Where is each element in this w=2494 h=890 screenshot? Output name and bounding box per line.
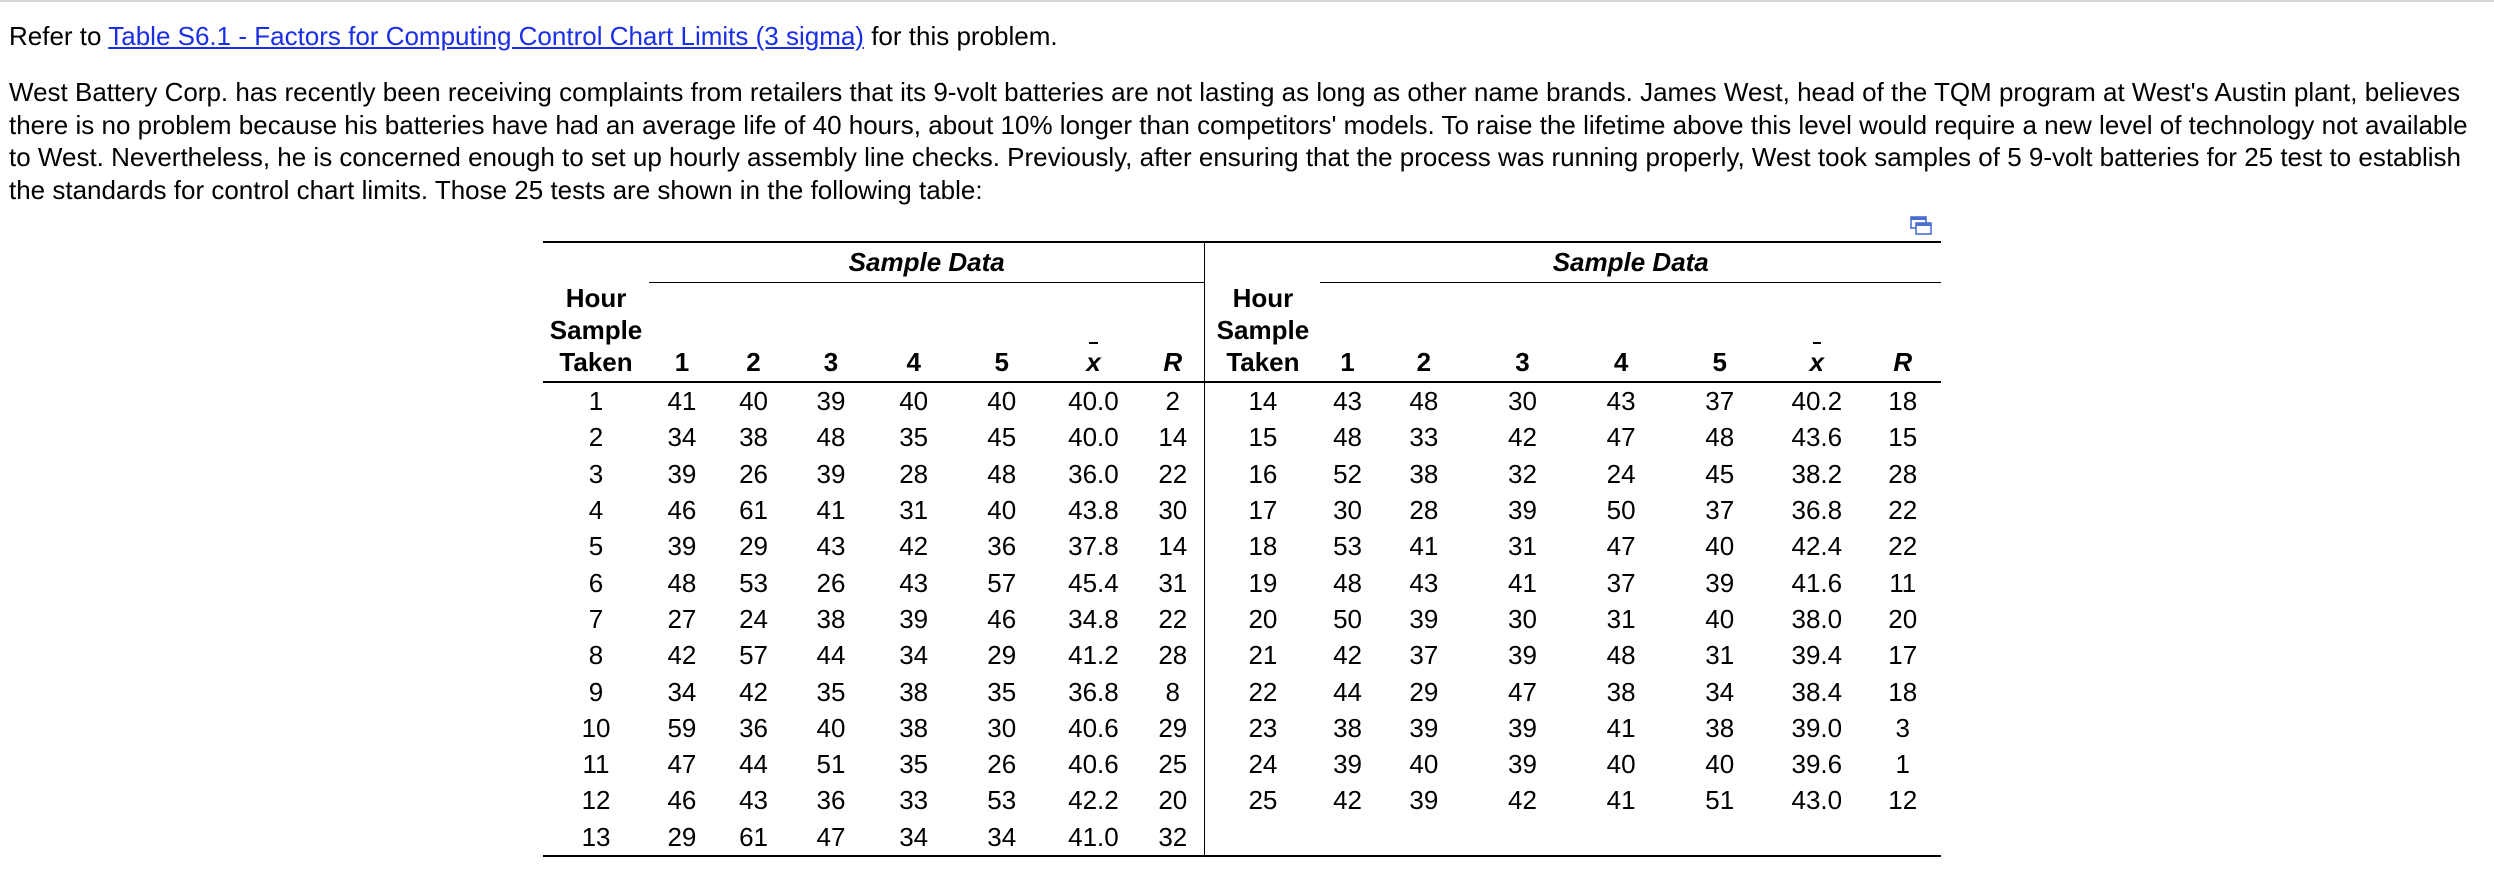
value-cell: 48: [1333, 422, 1362, 453]
col-header-5: 5: [958, 282, 1046, 382]
intro-prefix: Refer to: [9, 21, 109, 51]
value-cell: 41.6: [1791, 567, 1843, 598]
paragraph-line: to West. Nevertheless, he is concerned enough to set up hourly assembly line checks. Previously, after ensuring that the process was running properly, West took samples of 5 9-volt batteries for 25 test to establish: [9, 142, 2461, 172]
value-cell: 37: [1705, 386, 1735, 417]
value-cell: 39: [1508, 749, 1537, 780]
hour-cell: 10: [581, 712, 611, 743]
value-cell: 53: [1333, 531, 1362, 562]
col-header-2: 2: [715, 282, 792, 382]
hour-cell: 3: [588, 458, 604, 489]
value-cell: 40.6: [1068, 712, 1119, 743]
value-cell: 45.4: [1068, 567, 1119, 598]
value-cell: 40.2: [1791, 386, 1843, 417]
col-header-xbar: x: [1046, 282, 1141, 382]
value-cell: 39.4: [1791, 640, 1843, 671]
hour-cell: 6: [588, 567, 604, 598]
value-cell: 39: [816, 458, 846, 489]
value-cell: 18: [1888, 386, 1918, 417]
value-cell: 36.8: [1068, 676, 1119, 707]
table-s6-1-link[interactable]: Table S6.1 - Factors for Computing Control Chart Limits (3 sigma): [108, 21, 864, 51]
value-cell: 40.0: [1068, 422, 1119, 453]
value-cell: 42.2: [1068, 785, 1119, 816]
value-cell: 34: [870, 819, 958, 856]
value-cell: 43: [1606, 386, 1636, 417]
value-cell: 43.0: [1791, 785, 1843, 816]
value-cell: [1473, 819, 1572, 856]
col-header-r: R: [1865, 282, 1941, 382]
col-header-xbar: x: [1769, 282, 1864, 382]
value-cell: 43.8: [1068, 495, 1119, 526]
group-header-spacer: [1205, 242, 1321, 282]
problem-paragraph: [9, 76, 2483, 206]
value-cell: [1572, 819, 1671, 856]
value-cell: 22: [1141, 601, 1205, 637]
hour-cell: 15: [1248, 422, 1278, 453]
value-cell: 2: [1141, 382, 1205, 419]
value-cell: 26: [816, 567, 846, 598]
value-cell: 39.0: [1791, 712, 1843, 743]
hour-cell: 2: [588, 422, 604, 453]
value-cell: 12: [1888, 785, 1918, 816]
value-cell: 30: [1508, 603, 1537, 634]
value-cell: 37.8: [1068, 531, 1119, 562]
value-cell: 39: [1508, 640, 1537, 671]
value-cell: 22: [1888, 531, 1918, 562]
value-cell: [1670, 819, 1769, 856]
value-cell: 27: [667, 603, 697, 634]
value-cell: [1865, 819, 1941, 856]
value-cell: 42: [739, 676, 768, 707]
value-cell: 47: [667, 749, 697, 780]
value-cell: 38: [1705, 712, 1735, 743]
intro-suffix: for this problem.: [863, 21, 1058, 51]
value-cell: 39: [1333, 749, 1362, 780]
value-cell: 43: [1409, 567, 1439, 598]
value-cell: 40: [739, 386, 768, 417]
value-cell: 47: [792, 819, 869, 856]
value-cell: 43: [739, 785, 768, 816]
value-cell: 40: [816, 712, 846, 743]
value-cell: 41: [667, 386, 697, 417]
value-cell: 20: [1141, 782, 1205, 818]
value-cell: 48: [1606, 640, 1636, 671]
table-row: [543, 637, 1941, 673]
value-cell: 36.8: [1791, 495, 1843, 526]
value-cell: 30: [1141, 492, 1205, 528]
intro-line: [9, 18, 1058, 54]
value-cell: 46: [667, 785, 697, 816]
col-header-4: 4: [1572, 282, 1671, 382]
value-cell: 31: [899, 495, 929, 526]
value-cell: 15: [1888, 422, 1918, 453]
hour-cell: 20: [1248, 603, 1278, 634]
value-cell: [1320, 819, 1374, 856]
value-cell: [1769, 819, 1864, 856]
hour-cell: [1205, 819, 1321, 856]
table-row: [543, 492, 1941, 528]
col-header-4: 4: [870, 282, 958, 382]
table-row: [543, 528, 1941, 564]
hour-cell: 19: [1248, 567, 1278, 598]
value-cell: 39: [1409, 603, 1439, 634]
col-header-5: 5: [1670, 282, 1769, 382]
value-cell: 40: [987, 386, 1017, 417]
value-cell: 36: [987, 531, 1017, 562]
value-cell: 42.4: [1791, 531, 1843, 562]
value-cell: 29: [739, 531, 768, 562]
value-cell: 53: [739, 567, 768, 598]
value-cell: 61: [715, 819, 792, 856]
value-cell: 45: [1705, 458, 1735, 489]
value-cell: 34: [1705, 676, 1735, 707]
hour-cell: 8: [588, 640, 604, 671]
value-cell: 30: [987, 712, 1017, 743]
value-cell: 28: [899, 458, 929, 489]
value-cell: 35: [816, 676, 846, 707]
table-row: [543, 419, 1941, 455]
hour-cell: 11: [582, 749, 610, 780]
table-row: [543, 710, 1941, 746]
value-cell: 35: [987, 676, 1017, 707]
value-cell: 40: [1606, 749, 1636, 780]
value-cell: 3: [1895, 712, 1910, 743]
value-cell: 47: [1508, 676, 1537, 707]
value-cell: 17: [1888, 640, 1918, 671]
value-cell: 28: [1888, 458, 1918, 489]
value-cell: 33: [899, 785, 929, 816]
value-cell: 31: [1141, 564, 1205, 600]
value-cell: 39: [816, 386, 846, 417]
sample-data-table-wrapper: [543, 241, 1941, 857]
value-cell: 11: [1889, 567, 1917, 598]
value-cell: 43.6: [1791, 422, 1843, 453]
expand-table-icon[interactable]: [1910, 216, 1932, 236]
hour-cell: 16: [1248, 458, 1278, 489]
value-cell: 50: [1606, 495, 1636, 526]
value-cell: 37: [1409, 640, 1439, 671]
value-cell: 38: [899, 676, 929, 707]
value-cell: 36: [739, 712, 768, 743]
value-cell: 29: [987, 640, 1017, 671]
value-cell: 37: [1705, 495, 1735, 526]
col-header-1: 1: [649, 282, 715, 382]
value-cell: 51: [1705, 785, 1735, 816]
value-cell: 42: [899, 531, 929, 562]
value-cell: 31: [1705, 640, 1735, 671]
value-cell: 47: [1606, 531, 1636, 562]
value-cell: 39: [1409, 785, 1439, 816]
value-cell: 26: [987, 749, 1017, 780]
value-cell: 48: [1705, 422, 1735, 453]
value-cell: 46: [667, 495, 697, 526]
value-cell: 24: [739, 603, 768, 634]
value-cell: 1: [1895, 749, 1910, 780]
table-row: [543, 673, 1941, 709]
value-cell: 40: [1705, 749, 1735, 780]
hour-cell: 24: [1248, 749, 1278, 780]
value-cell: 34: [958, 819, 1046, 856]
value-cell: 22: [1888, 495, 1918, 526]
value-cell: 39: [667, 458, 697, 489]
value-cell: 57: [987, 567, 1017, 598]
value-cell: 26: [739, 458, 768, 489]
value-cell: 40: [1705, 603, 1735, 634]
value-cell: 39: [1705, 567, 1735, 598]
value-cell: 38: [816, 603, 846, 634]
value-cell: 40: [1705, 531, 1735, 562]
value-cell: 43: [1333, 386, 1362, 417]
table-row: [543, 601, 1941, 637]
value-cell: 42: [1333, 640, 1362, 671]
value-cell: 43: [816, 531, 846, 562]
value-cell: 29: [1409, 676, 1439, 707]
value-cell: 18: [1888, 676, 1918, 707]
value-cell: 41.2: [1068, 640, 1119, 671]
value-cell: 53: [987, 785, 1017, 816]
hour-cell: 14: [1248, 386, 1278, 417]
value-cell: 34.8: [1068, 603, 1119, 634]
value-cell: 32: [1141, 819, 1205, 856]
value-cell: 37: [1606, 567, 1636, 598]
table-body: [543, 382, 1941, 856]
value-cell: 28: [1141, 637, 1205, 673]
hour-cell: 7: [588, 603, 604, 634]
hour-cell: 9: [588, 676, 604, 707]
paragraph-line: the standards for control chart limits. Those 25 tests are shown in the following table:: [9, 174, 983, 205]
value-cell: 29: [1141, 710, 1205, 746]
value-cell: 14: [1141, 528, 1205, 564]
value-cell: 45: [987, 422, 1017, 453]
top-divider: [0, 0, 2494, 2]
paragraph-line: West Battery Corp. has recently been receiving complaints from retailers that its 9-volt batteries are not lasting as long as other name brands. James West, head of the TQM program at West's Austin plant, believes: [9, 77, 2461, 107]
value-cell: 40: [899, 386, 929, 417]
value-cell: 38.4: [1791, 676, 1843, 707]
value-cell: 38: [899, 712, 929, 743]
table-row: [543, 746, 1941, 782]
value-cell: 41: [1409, 531, 1439, 562]
value-cell: 39: [667, 531, 697, 562]
value-cell: 39: [1508, 712, 1537, 743]
value-cell: 28: [1409, 495, 1439, 526]
col-header-2: 2: [1375, 282, 1474, 382]
value-cell: 14: [1141, 419, 1205, 455]
value-cell: 41: [1606, 785, 1636, 816]
value-cell: 30: [1508, 386, 1537, 417]
value-cell: 8: [1141, 673, 1205, 709]
value-cell: 31: [1508, 531, 1537, 562]
value-cell: 24: [1606, 458, 1636, 489]
hour-cell: 23: [1248, 712, 1278, 743]
paragraph-line: there is no problem because his batteries have had an average life of 40 hours, about 10% longer than competitors' models. To raise the lifetime above this level would require a new level of technology not available: [9, 109, 2468, 140]
value-cell: 38.0: [1791, 603, 1843, 634]
value-cell: 61: [739, 495, 768, 526]
value-cell: 33: [1409, 422, 1439, 453]
value-cell: 52: [1333, 458, 1362, 489]
value-cell: 20: [1888, 603, 1918, 634]
hour-cell: 18: [1248, 531, 1278, 562]
value-cell: 59: [667, 712, 697, 743]
value-cell: 39: [899, 603, 929, 634]
hour-cell: 13: [543, 819, 649, 856]
value-cell: 34: [899, 640, 929, 671]
value-cell: 36: [816, 785, 846, 816]
value-cell: 44: [1333, 676, 1362, 707]
value-cell: 42: [1508, 785, 1537, 816]
hour-cell: 22: [1248, 676, 1278, 707]
value-cell: 34: [667, 676, 697, 707]
value-cell: 40.0: [1068, 386, 1119, 417]
col-header-1: 1: [1320, 282, 1374, 382]
value-cell: 51: [816, 749, 846, 780]
sample-data-table: [543, 241, 1941, 857]
value-cell: 41.0: [1046, 819, 1141, 856]
value-cell: 42: [1508, 422, 1537, 453]
value-cell: 47: [1606, 422, 1636, 453]
value-cell: 25: [1141, 746, 1205, 782]
table-row: [543, 782, 1941, 818]
value-cell: 42: [1333, 785, 1362, 816]
value-cell: 36.0: [1068, 458, 1119, 489]
value-cell: 41: [1606, 712, 1636, 743]
value-cell: 48: [1333, 567, 1362, 598]
value-cell: 48: [667, 567, 697, 598]
hour-cell: 1: [588, 386, 604, 417]
value-cell: 40: [987, 495, 1017, 526]
value-cell: 38: [1333, 712, 1362, 743]
value-cell: 40.6: [1068, 749, 1119, 780]
value-cell: 32: [1508, 458, 1537, 489]
value-cell: [1375, 819, 1474, 856]
value-cell: 31: [1606, 603, 1636, 634]
value-cell: 44: [816, 640, 846, 671]
value-cell: 40: [1409, 749, 1439, 780]
value-cell: 34: [667, 422, 697, 453]
value-cell: 29: [649, 819, 715, 856]
col-header-3: 3: [1473, 282, 1572, 382]
value-cell: 41: [1508, 567, 1537, 598]
value-cell: 42: [667, 640, 697, 671]
value-cell: 57: [739, 640, 768, 671]
value-cell: 38: [739, 422, 768, 453]
value-cell: 39: [1508, 495, 1537, 526]
hour-cell: 4: [588, 495, 604, 526]
value-cell: 35: [899, 749, 929, 780]
col-header-3: 3: [792, 282, 869, 382]
value-cell: 43: [899, 567, 929, 598]
hour-cell: 21: [1248, 640, 1278, 671]
hour-cell: 25: [1248, 785, 1278, 816]
value-cell: 39: [1409, 712, 1439, 743]
table-row: [543, 819, 1941, 856]
hour-cell: 17: [1248, 495, 1278, 526]
group-header-spacer: [543, 242, 649, 282]
value-cell: 44: [739, 749, 768, 780]
value-cell: 50: [1333, 603, 1362, 634]
col-header-r: R: [1141, 282, 1205, 382]
value-cell: 48: [1409, 386, 1439, 417]
value-cell: 39.6: [1791, 749, 1843, 780]
value-cell: 48: [987, 458, 1017, 489]
hour-header-left: Hour Sample Taken: [543, 282, 649, 382]
value-cell: 46: [987, 603, 1017, 634]
hour-cell: 5: [588, 531, 604, 562]
table-row: [543, 564, 1941, 600]
value-cell: 38: [1606, 676, 1636, 707]
table-row: [543, 456, 1941, 492]
group-header-right: Sample Data: [1320, 242, 1941, 282]
value-cell: 22: [1141, 456, 1205, 492]
value-cell: 30: [1333, 495, 1362, 526]
value-cell: 48: [816, 422, 846, 453]
value-cell: 35: [899, 422, 929, 453]
value-cell: 41: [816, 495, 846, 526]
value-cell: 38.2: [1791, 458, 1843, 489]
value-cell: 38: [1409, 458, 1439, 489]
table-row: [543, 382, 1941, 419]
hour-header-right: Hour Sample Taken: [1205, 282, 1321, 382]
hour-cell: 12: [581, 785, 611, 816]
group-header-left: Sample Data: [649, 242, 1205, 282]
